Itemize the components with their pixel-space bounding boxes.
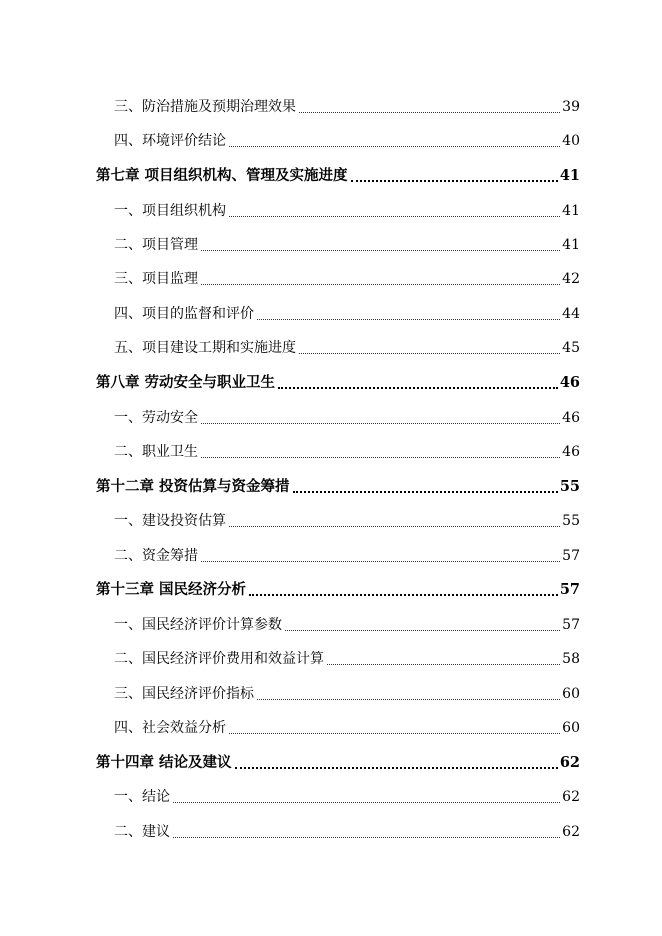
toc-entry[interactable] [114,266,580,290]
toc-entry[interactable] [114,646,580,670]
toc-chapter-title: 第十二章 投资估算与资金筹措 [96,478,290,495]
toc-page-number: 41 [562,237,580,253]
toc-entry-title: 二、资金筹措 [114,548,198,564]
toc-chapter-title: 第八章 劳动安全与职业卫生 [96,374,276,391]
toc-page-number: 58 [562,651,580,667]
toc-chapter-entry[interactable] [96,370,580,394]
toc-entry[interactable] [114,612,580,636]
toc-entry[interactable] [114,543,580,567]
toc-entry[interactable] [114,819,580,843]
dot-leader [278,387,558,389]
toc-page-number: 45 [562,340,580,356]
dot-leader [293,491,558,493]
toc-entry-title: 二、国民经济评价费用和效益计算 [114,651,324,667]
toc-page-number: 62 [559,754,580,771]
toc-page-number: 60 [562,720,580,736]
dot-leader [201,457,560,458]
dot-leader [229,146,560,147]
dot-leader [201,561,560,562]
toc-page-number: 60 [562,686,580,702]
toc-entry-title: 三、国民经济评价指标 [114,686,254,702]
toc-entry[interactable] [114,232,580,256]
toc-chapter-title: 第十三章 国民经济分析 [96,581,247,598]
toc-entry[interactable] [114,508,580,532]
dot-leader [299,353,560,354]
toc-entry[interactable] [114,439,580,463]
toc-page-number: 46 [562,444,580,460]
dot-leader [299,112,560,113]
toc-entry-title: 二、项目管理 [114,237,198,253]
toc-page-number: 46 [562,410,580,426]
toc-entry-title: 三、项目监理 [114,271,198,287]
dot-leader [351,180,558,182]
toc-entry[interactable] [114,198,580,222]
dot-leader [229,216,560,217]
toc-chapter-title: 第七章 项目组织机构、管理及实施进度 [96,167,348,184]
dot-leader [257,699,560,700]
toc-entry-title: 二、职业卫生 [114,444,198,460]
toc-entry-title: 四、环境评价结论 [114,133,226,149]
toc-page-number: 55 [559,478,580,495]
dot-leader [201,250,560,251]
toc-entry-title: 四、社会效益分析 [114,720,226,736]
dot-leader [327,664,560,665]
toc-entry[interactable] [114,405,580,429]
toc-entry-title: 二、建议 [114,824,170,840]
toc-page-number: 57 [562,617,580,633]
toc-page-number: 57 [559,581,580,598]
toc-entry-title: 一、建设投资估算 [114,513,226,529]
toc-entry[interactable] [114,301,580,325]
toc-entry-title: 四、项目的监督和评价 [114,306,254,322]
toc-page-number: 62 [562,824,580,840]
toc-page-number: 55 [562,513,580,529]
dot-leader [201,284,560,285]
dot-leader [257,319,560,320]
dot-leader [201,423,560,424]
toc-chapter-entry[interactable] [96,577,580,601]
toc-entry[interactable] [114,784,580,808]
toc-entry-title: 一、项目组织机构 [114,203,226,219]
toc-chapter-entry[interactable] [96,474,580,498]
toc-entry-title: 一、国民经济评价计算参数 [114,617,282,633]
toc-page-number: 40 [562,133,580,149]
dot-leader [235,767,558,769]
toc-page-number: 57 [562,548,580,564]
toc-entry[interactable] [114,128,580,152]
dot-leader [173,802,560,803]
toc-page-number: 62 [562,789,580,805]
toc-entry-title: 一、劳动安全 [114,410,198,426]
dot-leader [249,594,558,596]
toc-page-number: 42 [562,271,580,287]
toc-chapter-entry[interactable] [96,750,580,774]
toc-entry-title: 三、防治措施及预期治理效果 [114,99,296,115]
dot-leader [229,526,560,527]
toc-chapter-title: 第十四章 结论及建议 [96,754,232,771]
toc-entry[interactable] [114,94,580,118]
toc-page-number: 46 [559,374,580,391]
toc-entry-title: 五、项目建设工期和实施进度 [114,340,296,356]
toc-page-number: 41 [562,203,580,219]
dot-leader [285,630,560,631]
toc-page-number: 41 [559,167,580,184]
toc-entry[interactable] [114,715,580,739]
toc-page-number: 39 [562,99,580,115]
toc-page-number: 44 [562,306,580,322]
toc-chapter-entry[interactable] [96,163,580,187]
dot-leader [229,733,560,734]
dot-leader [173,837,560,838]
toc-entry[interactable] [114,681,580,705]
toc-entry-title: 一、结论 [114,789,170,805]
toc-entry[interactable] [114,335,580,359]
